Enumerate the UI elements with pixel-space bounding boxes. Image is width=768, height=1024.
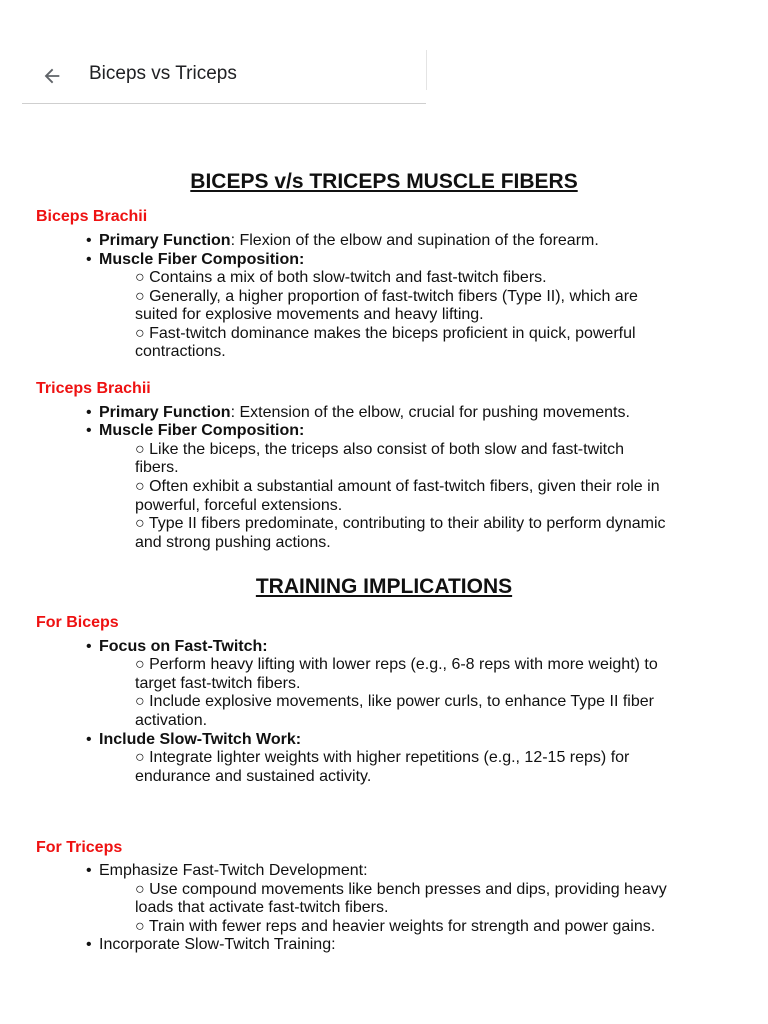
sub-item: ○ Perform heavy lifting with lower reps (e.g., 6-8 reps with more weight) to [135,656,658,673]
arrow-left-icon [41,65,63,87]
sub-item: ○ Include explosive movements, like power curls, to enhance Type II fiber [135,693,654,710]
bullet: • [86,936,92,953]
sub-item: ○ Fast-twitch dominance makes the biceps proficient in quick, powerful [135,325,636,342]
section-title-for-biceps: For Biceps [36,614,119,631]
heading-training-implications: TRAINING IMPLICATIONS [255,575,513,598]
list-item: • Primary Function: Flexion of the elbow and supination of the forearm. [86,232,599,249]
sub-item: ○ Train with fewer reps and heavier weights for strength and power gains. [135,918,656,935]
section-title-triceps-brachii: Triceps Brachii [36,380,151,397]
section-title-for-triceps: For Triceps [36,839,123,856]
bullet: • [86,232,92,249]
heading-muscle-fibers: BICEPS v/s TRICEPS MUSCLE FIBERS [190,170,578,193]
sub-item: ○ Like the biceps, the triceps also consist of both slow and fast-twitch [135,441,625,458]
sub-item: ○ Contains a mix of both slow-twitch and fast-twitch fibers. [135,269,547,286]
list-item: • Include Slow-Twitch Work: [86,731,302,748]
sub-item: fibers. [135,459,179,476]
bullet: • [86,731,92,748]
sub-item: ○ Type II fibers predominate, contributing to their ability to perform dynamic [135,515,666,532]
app-bar [22,48,426,104]
bullet: • [86,251,92,268]
sub-item: ○ Often exhibit a substantial amount of fast-twitch fibers, given their role in [135,478,660,495]
list-item: • Muscle Fiber Composition: [86,251,305,268]
sub-item: target fast-twitch fibers. [135,675,301,692]
bullet: • [86,862,92,879]
sub-item: loads that activate fast-twitch fibers. [135,899,389,916]
sub-item: contractions. [135,343,226,360]
list-item: • Incorporate Slow-Twitch Training: [86,936,336,953]
sub-item: ○ Integrate lighter weights with higher repetitions (e.g., 12-15 reps) for [135,749,630,766]
list-item: • Emphasize Fast-Twitch Development: [86,862,368,879]
sub-item: activation. [135,712,208,729]
sub-item: powerful, forceful extensions. [135,497,343,514]
bullet: • [86,404,92,421]
bullet: • [86,422,92,439]
sub-item: ○ Generally, a higher proportion of fast-twitch fibers (Type II), which are [135,288,638,305]
section-title-biceps-brachii: Biceps Brachii [36,208,148,225]
divider [426,50,427,90]
sub-item: and strong pushing actions. [135,534,331,551]
sub-item: endurance and sustained activity. [135,768,372,785]
sub-item: ○ Use compound movements like bench presses and dips, providing heavy [135,881,667,898]
sub-item: suited for explosive movements and heavy lifting. [135,306,484,323]
list-item: • Focus on Fast-Twitch: [86,638,268,655]
bullet: • [86,638,92,655]
back-button[interactable] [38,62,66,90]
list-item: • Primary Function: Extension of the elbow, crucial for pushing movements. [86,404,630,421]
list-item: • Muscle Fiber Composition: [86,422,305,439]
page-title: Biceps vs Triceps [89,63,237,84]
